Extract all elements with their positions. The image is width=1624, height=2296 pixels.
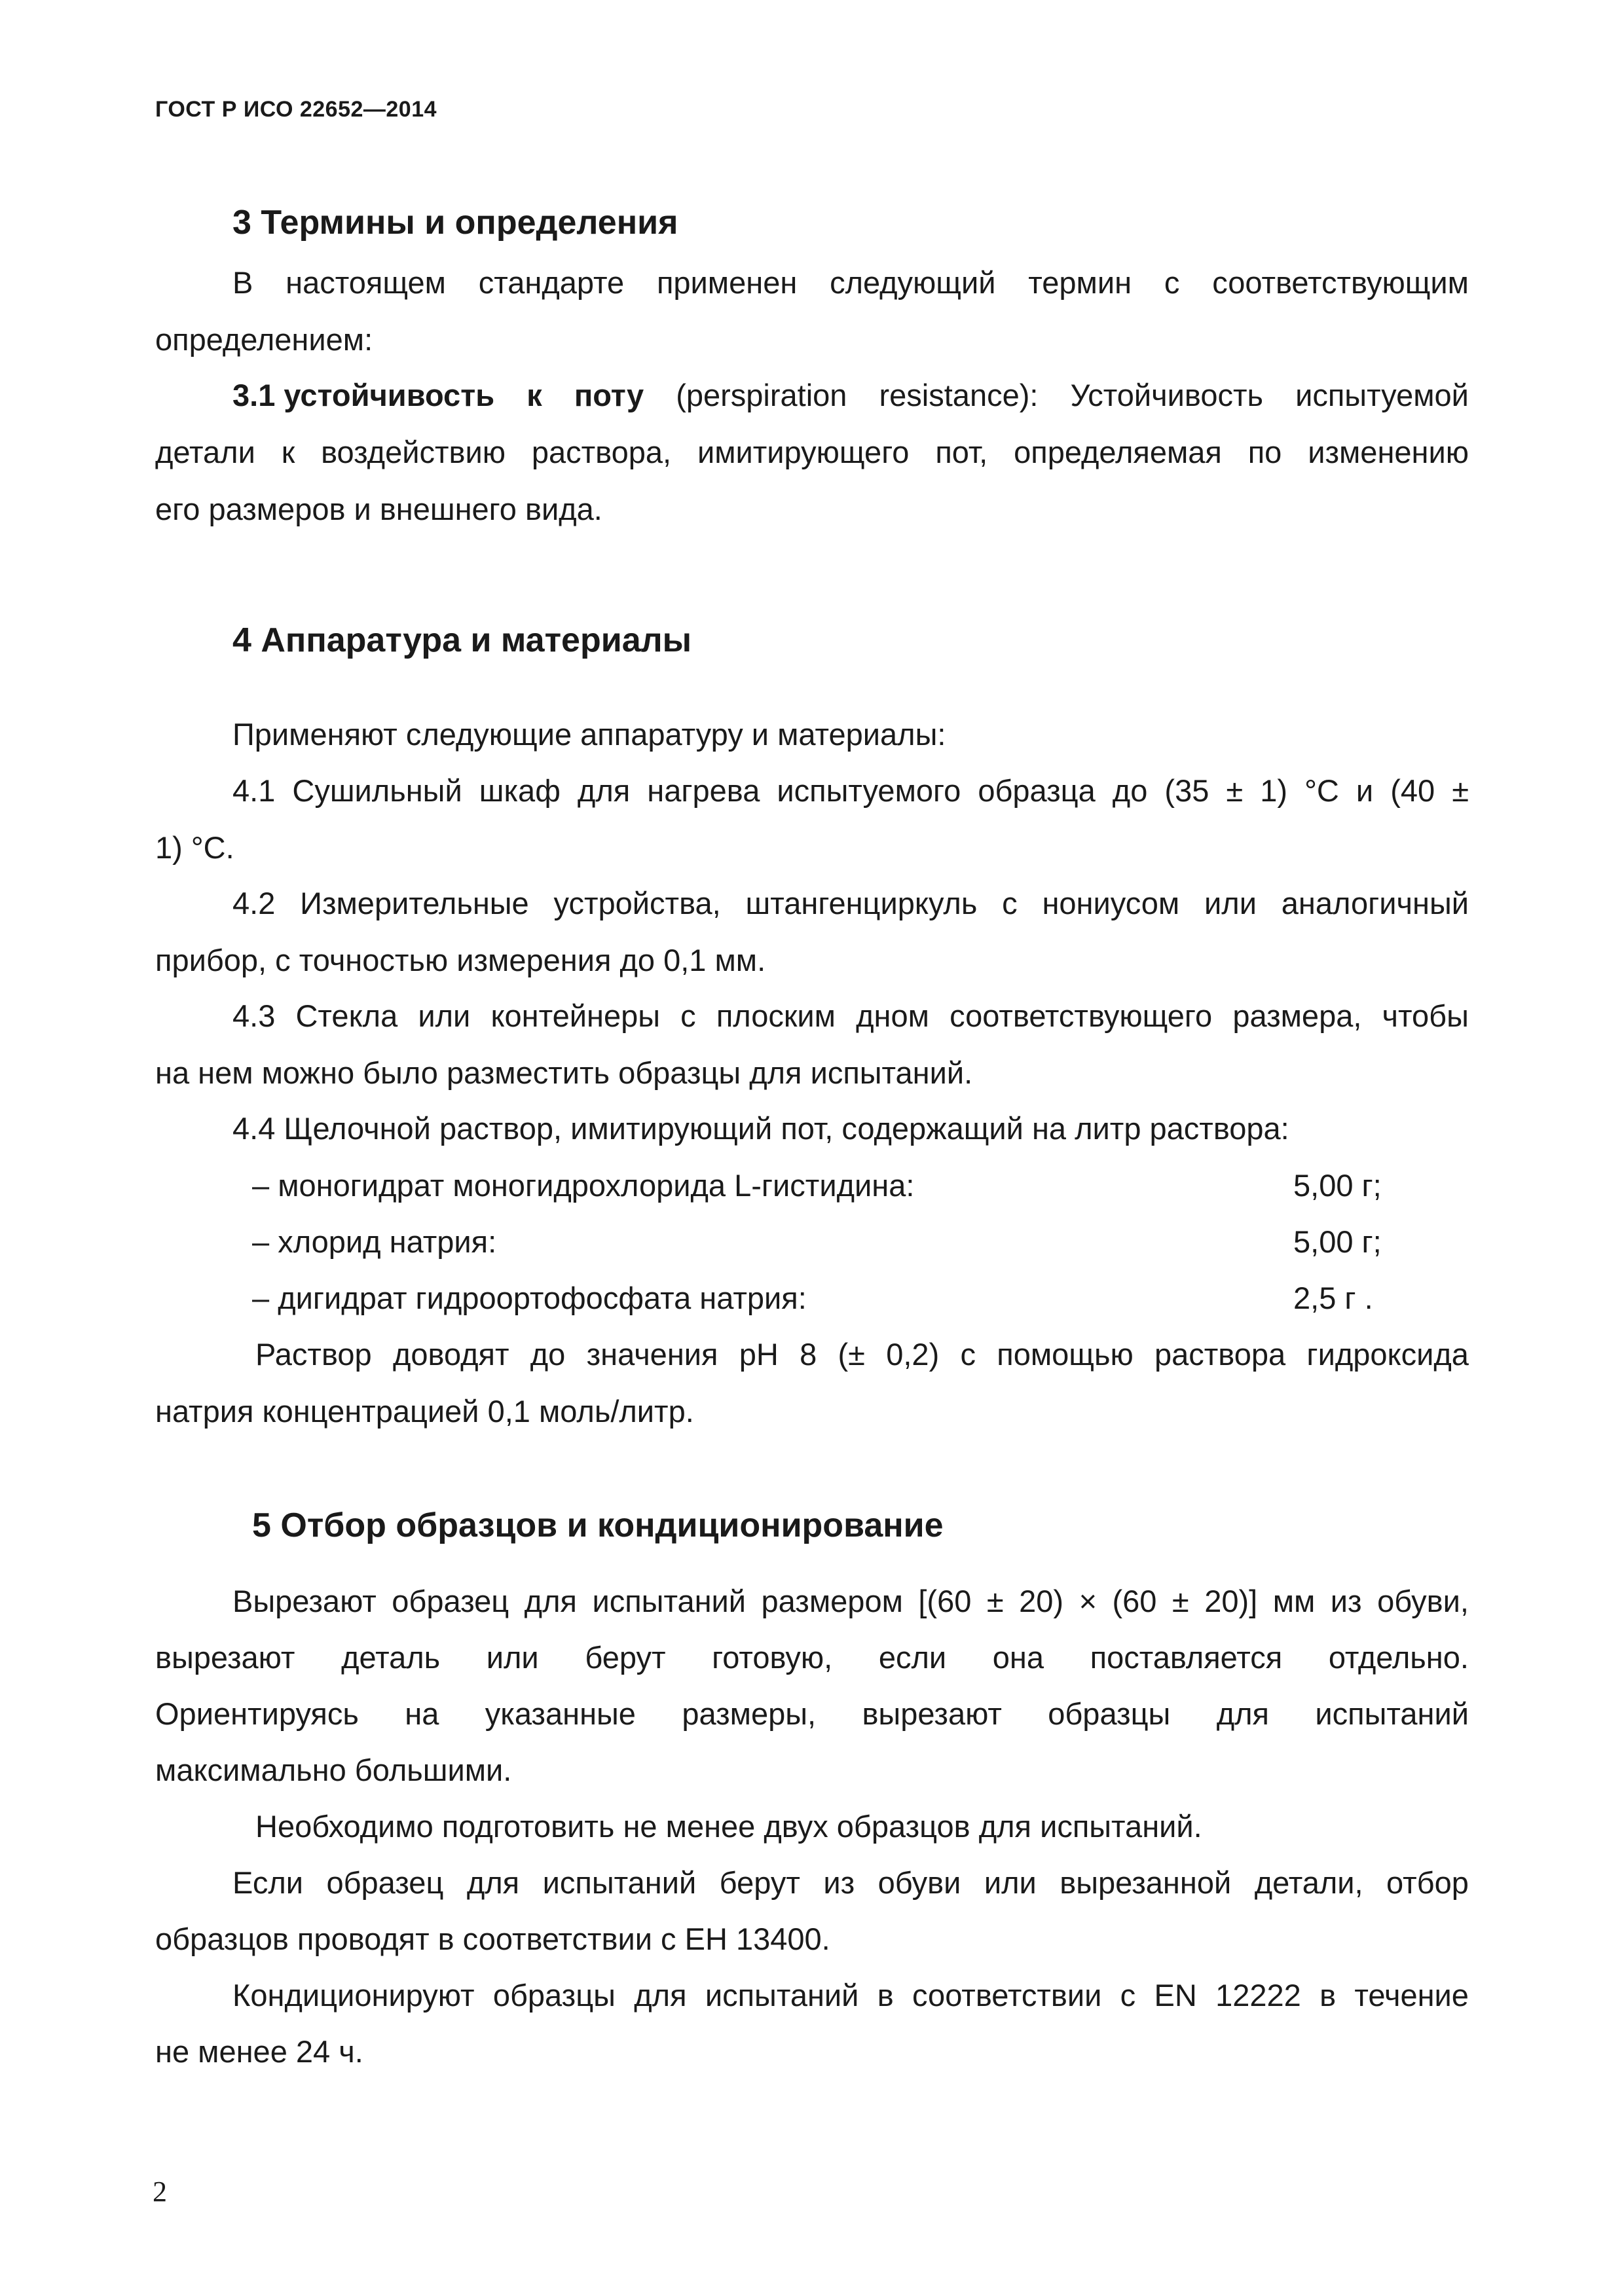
s5-p4-line2: не менее 24 ч.	[155, 2034, 363, 2069]
term-3-1-line2	[155, 437, 1469, 467]
s3-intro-line2: определением:	[155, 322, 373, 357]
s5-p3-line1	[232, 1867, 1469, 1898]
word: до	[530, 1337, 566, 1372]
word: следующий	[830, 265, 996, 300]
word: нониусом	[1042, 886, 1180, 920]
word: или	[486, 1640, 539, 1675]
word: испытуемого	[777, 773, 961, 808]
word: Стекла	[295, 998, 398, 1033]
word: гидроксида	[1306, 1337, 1469, 1372]
word: вырезают	[155, 1640, 295, 1675]
word: указанные	[485, 1696, 636, 1731]
word: нагрева	[647, 773, 760, 808]
word: ±	[1172, 1584, 1189, 1618]
word: [(60	[918, 1584, 972, 1618]
item-4-1-line2: 1) °С.	[155, 830, 234, 865]
word: поставляется	[1090, 1640, 1283, 1675]
list-item	[252, 1226, 1496, 1257]
item-4-4: 4.4 Щелочной раствор, имитирующий пот, содержащий на литр раствора:	[232, 1111, 1289, 1146]
item-4-2-line2: прибор, с точностью измерения до 0,1 мм.	[155, 943, 766, 977]
word: изменению	[1308, 435, 1469, 469]
s5-p1-line2	[155, 1642, 1469, 1673]
word: определяемая	[1014, 435, 1222, 469]
word: 20)	[1019, 1584, 1064, 1618]
word: В	[232, 265, 253, 300]
term-word-k: к	[526, 378, 542, 412]
word: дном	[856, 998, 929, 1033]
word: помощью	[997, 1337, 1134, 1372]
word: ±	[986, 1584, 1004, 1618]
word: Измерительные	[300, 886, 529, 920]
word: на	[405, 1696, 439, 1731]
word: для	[1216, 1696, 1269, 1731]
word: для	[466, 1865, 520, 1900]
word: 4.2	[232, 886, 276, 920]
ph-line1	[255, 1339, 1469, 1370]
word: плоским	[716, 998, 836, 1033]
word: устройства,	[553, 886, 721, 920]
s5-p1-line3	[155, 1698, 1469, 1729]
word: пот,	[935, 435, 988, 469]
s3-intro-line1	[232, 267, 1469, 298]
s5-p3-line2: образцов проводят в соответствии с ЕН 13400.	[155, 1922, 830, 1956]
word: 12222	[1215, 1978, 1301, 2013]
word: соответствующего	[950, 998, 1213, 1033]
word: шкаф	[479, 773, 561, 808]
word: мм	[1272, 1584, 1316, 1618]
word: или	[418, 998, 471, 1033]
word: берут	[585, 1640, 666, 1675]
ingredient-name: – хлорид натрия:	[252, 1224, 497, 1259]
word: стандарте	[478, 265, 625, 300]
word: отбор	[1386, 1865, 1469, 1900]
item-4-3-line1	[232, 1000, 1469, 1031]
word: значения	[586, 1337, 718, 1372]
word: из	[1330, 1584, 1362, 1618]
word: испытаний	[542, 1865, 697, 1900]
word: EN	[1154, 1978, 1197, 2013]
word: отдельно.	[1328, 1640, 1469, 1675]
word: 1)	[1260, 773, 1288, 808]
word: (40	[1390, 773, 1435, 808]
word: она	[992, 1640, 1044, 1675]
word: термин	[1028, 265, 1132, 300]
word: Сушильный	[292, 773, 462, 808]
word: раствора,	[531, 435, 672, 469]
word: для	[524, 1584, 577, 1618]
word: имитирующего	[697, 435, 910, 469]
list-item	[252, 1170, 1496, 1201]
word: если	[878, 1640, 947, 1675]
word: деталь	[341, 1640, 441, 1675]
term-3-1-line1: 3.1 устойчивость к поту (perspiration resistance): Устойчивость испытуемой	[232, 378, 1469, 412]
word: образцы	[492, 1978, 616, 2013]
word: для	[577, 773, 631, 808]
list-item	[252, 1283, 1496, 1313]
word: размеры,	[682, 1696, 817, 1731]
ingredient-amount: 2,5 г .	[1293, 1281, 1373, 1315]
word: (35	[1164, 773, 1209, 808]
word: вырезанной	[1060, 1865, 1232, 1900]
word: с	[1002, 886, 1018, 920]
word: по	[1247, 435, 1282, 469]
word: 20)]	[1204, 1584, 1258, 1618]
word: испытаний	[592, 1584, 747, 1618]
word: контейнеры	[490, 998, 661, 1033]
ingredient-amount: 5,00 г;	[1293, 1168, 1382, 1203]
word: настоящем	[286, 265, 446, 300]
word: готовую,	[712, 1640, 833, 1675]
document-header: ГОСТ Р ИСО 22652—2014	[155, 97, 437, 122]
word: обуви	[877, 1865, 961, 1900]
word: воздействию	[321, 435, 506, 469]
ph-line2: натрия концентрацией 0,1 моль/литр.	[155, 1394, 694, 1429]
page-number: 2	[153, 2176, 167, 2208]
word: образец	[326, 1865, 444, 1900]
word: 0,2)	[886, 1337, 940, 1372]
s5-p2: Необходимо подготовить не менее двух образцов для испытаний.	[255, 1809, 1202, 1844]
s5-p4-line1	[232, 1980, 1469, 2011]
word: Если	[232, 1865, 303, 1900]
term-3-1-line3: его размеров и внешнего вида.	[155, 492, 602, 526]
word: детали,	[1254, 1865, 1363, 1900]
word: (60	[1112, 1584, 1157, 1618]
s5-p1-line4: максимально большими.	[155, 1753, 512, 1787]
item-4-3-line2: на нем можно было разместить образцы для испытаний.	[155, 1055, 973, 1090]
item-4-1-line1	[232, 775, 1469, 806]
word: или	[984, 1865, 1037, 1900]
word: образец	[392, 1584, 509, 1618]
word: аналогичный	[1281, 886, 1469, 920]
term-word-potu: поту	[574, 378, 644, 412]
word: чтобы	[1382, 998, 1469, 1033]
ingredient-name: – моногидрат моногидрохлорида L-гистидина:	[252, 1168, 915, 1203]
word: штангенциркуль	[745, 886, 978, 920]
word: Раствор	[255, 1337, 372, 1372]
word: образца	[978, 773, 1096, 808]
word: размером	[761, 1584, 903, 1618]
word: обуви,	[1377, 1584, 1469, 1618]
section-3-heading: 3 Термины и определения	[232, 204, 678, 242]
word: в	[877, 1978, 894, 2013]
word: 4.1	[232, 773, 276, 808]
word: из	[823, 1865, 855, 1900]
word: Вырезают	[232, 1584, 377, 1618]
word: с	[1164, 265, 1180, 300]
word: 8	[800, 1337, 817, 1372]
word: соответствующим	[1212, 265, 1469, 300]
word: размера,	[1232, 998, 1362, 1033]
word: течение	[1354, 1978, 1469, 2013]
word: раствора	[1154, 1337, 1286, 1372]
word: испытаний	[705, 1978, 859, 2013]
word: с	[1120, 1978, 1136, 2013]
word: °С	[1304, 773, 1339, 808]
word: и	[1356, 773, 1374, 808]
word: ±	[1452, 773, 1469, 808]
word: Кондиционируют	[232, 1978, 475, 2013]
word: для	[634, 1978, 687, 2013]
s5-p1-line1	[232, 1586, 1469, 1616]
section-4-heading: 4 Аппаратура и материалы	[232, 621, 692, 659]
word: рН	[739, 1337, 779, 1372]
word: испытаний	[1315, 1696, 1469, 1731]
item-4-2-line1	[232, 888, 1469, 919]
word: с	[960, 1337, 976, 1372]
word: соответствии	[912, 1978, 1102, 2013]
word: или	[1204, 886, 1257, 920]
word: берут	[719, 1865, 800, 1900]
word: с	[680, 998, 696, 1033]
s4-intro: Применяют следующие аппаратуру и материалы:	[232, 717, 946, 752]
word: доводят	[392, 1337, 509, 1372]
word: применен	[656, 265, 798, 300]
word: 4.3	[232, 998, 276, 1033]
word: (±	[838, 1337, 865, 1372]
word: ±	[1226, 773, 1244, 808]
word: вырезают	[862, 1696, 1002, 1731]
word: в	[1320, 1978, 1337, 2013]
word: детали	[155, 435, 255, 469]
word: образцы	[1048, 1696, 1171, 1731]
section-5-heading: 5 Отбор образцов и кондиционирование	[252, 1506, 944, 1544]
ingredient-amount: 5,00 г;	[1293, 1224, 1382, 1259]
word: Ориентируясь	[155, 1696, 359, 1731]
ingredient-name: – дигидрат гидроортофосфата натрия:	[252, 1281, 807, 1315]
term-number: 3.1 устойчивость	[232, 378, 495, 412]
word: ×	[1079, 1584, 1098, 1618]
word: к	[281, 435, 295, 469]
word: до	[1112, 773, 1148, 808]
